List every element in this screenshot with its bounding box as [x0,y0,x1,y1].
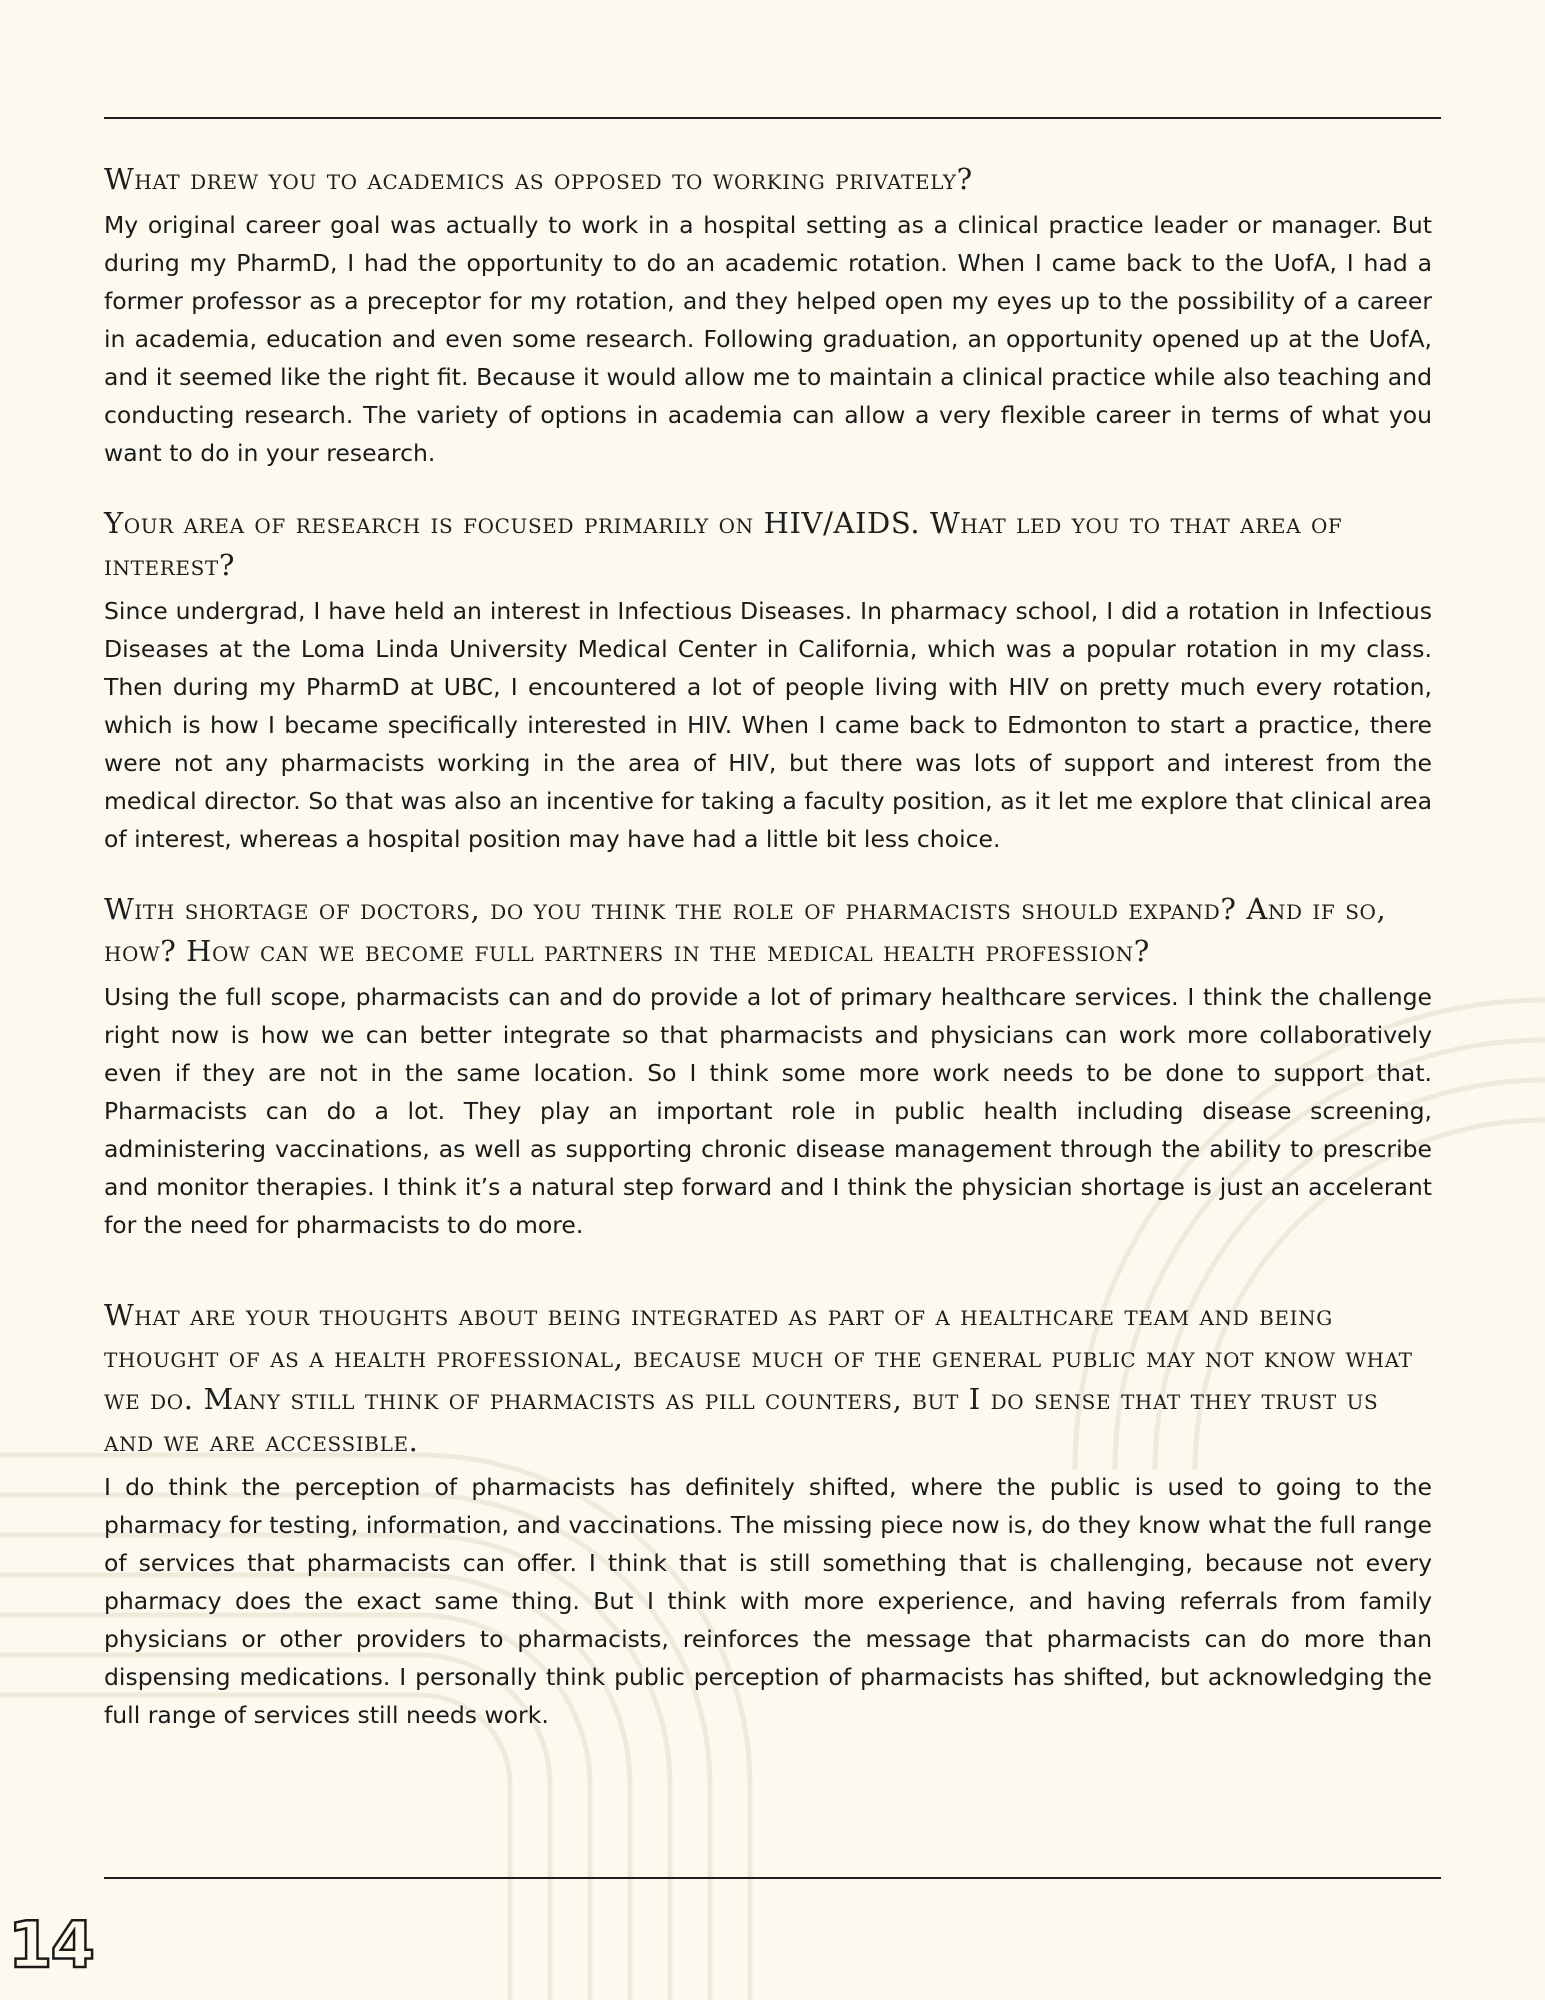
qa-block-pharmacist-role [104,888,1432,1244]
question-heading: With shortage of doctors, do you think the role of pharmacists should expand? And if so, how? How can we become full partners in the medical health profession? [104,892,1387,968]
qa-block-research-hiv [104,502,1432,858]
qa-block-academics [104,158,1432,472]
question-heading: What drew you to academics as opposed to working privately? [104,162,973,196]
interview-content [104,158,1432,1734]
answer-paragraph: Since undergrad, I have held an interest in Infectious Diseases. In pharmacy school, I did a rotation in Infectious Diseases at the Loma Linda University Medical Center in California, which was a popular rotation in my class. Then during my PharmD at UBC, I encountered a lot of people living with HIV on pretty much every rotation, which is how I became specifically interested in HIV. When I came back to Edmonton to start a practice, there were not any pharmacists working in the area of HIV, but there was lots of support and interest from the medical director. So that was also an incentive for taking a faculty position, as it let me explore that clinical area of interest, whereas a hospital position may have had a little bit less choice. [104,597,1432,853]
question-heading: What are your thoughts about being integrated as part of a healthcare team and being thought of as a health professional, because much of the general public may not know what we do. Many still think of pharmacists as pill counters, but I do sense that they trust us and we are accessible. [104,1298,1413,1458]
top-divider-line [104,117,1441,119]
answer-paragraph: My original career goal was actually to work in a hospital setting as a clinical practice leader or manager. But during my PharmD, I had the opportunity to do an academic rotation. When I came back to the UofA, I had a former professor as a preceptor for my rotation, and they helped open my eyes up to the possibility of a career in academia, education and even some research. Following graduation, an opportunity opened up at the UofA, and it seemed like the right fit. Because it would allow me to maintain a clinical practice while also teaching and conducting research. The variety of options in academia can allow a very flexible career in terms of what you want to do in your research. [104,211,1432,467]
qa-block-healthcare-team [104,1294,1432,1734]
page-number: 14 [8,1909,94,1983]
question-heading: Your area of research is focused primarily on HIV/AIDS. What led you to that area of interest? [104,506,1343,582]
answer-paragraph: Using the full scope, pharmacists can and do provide a lot of primary healthcare services. I think the challenge right now is how we can better integrate so that pharmacists and physicians can work more collaboratively even if they are not in the same location. So I think some more work needs to be done to support that. Pharmacists can do a lot. They play an important role in public health including disease screening, administering vaccinations, as well as supporting chronic disease management through the ability to prescribe and monitor therapies. I think it’s a natural step forward and I think the physician shortage is just an accelerant for the need for pharmacists to do more. [104,983,1432,1239]
bottom-divider-line [104,1877,1441,1879]
answer-paragraph: I do think the perception of pharmacists has definitely shifted, where the public is used to going to the pharmacy for testing, information, and vaccinations. The missing piece now is, do they know what the full range of services that pharmacists can offer. I think that is still something that is challenging, because not every pharmacy does the exact same thing. But I think with more experience, and having referrals from family physicians or other providers to pharmacists, reinforces the message that pharmacists can do more than dispensing medications. I personally think public perception of pharmacists has shifted, but acknowledging the full range of services still needs work. [104,1473,1432,1729]
